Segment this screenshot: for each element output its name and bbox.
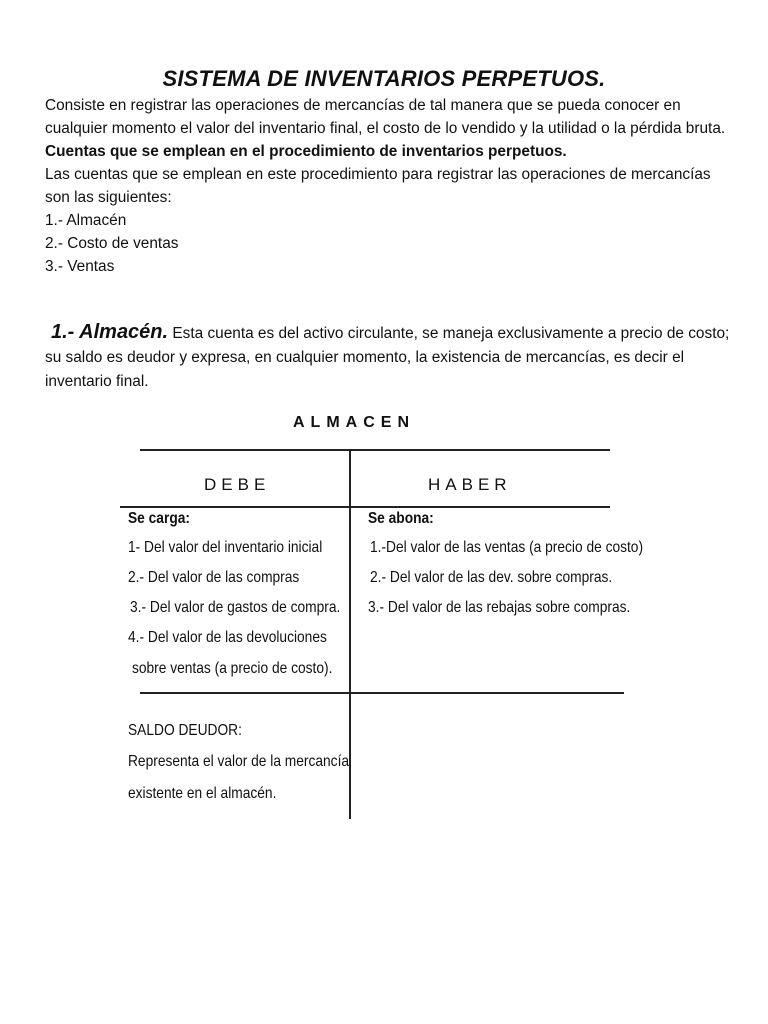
balance-line-1: Representa el valor de la mercancía	[128, 753, 350, 770]
t-account-divider	[349, 449, 351, 819]
credit-item-3: 3.- Del valor de las rebajas sobre compras.	[368, 599, 631, 616]
t-account-top-line	[140, 449, 610, 451]
debit-header: DEBE	[204, 475, 271, 494]
intro-paragraph: Consiste en registrar las operaciones de mercancías de tal manera que se pueda conocer en cualquier momento el valor del inventario final, el costo de lo vendido y la utilidad o la pérdida bruta.	[45, 97, 726, 137]
debit-item-3: 3.- Del valor de gastos de compra.	[130, 599, 341, 616]
credit-header: HABER	[428, 475, 512, 494]
debit-item-1: 1- Del valor del inventario inicial	[128, 539, 323, 556]
credit-item-1: 1.-Del valor de las ventas (a precio de costo)	[370, 539, 644, 556]
accounts-intro: Las cuentas que se emplean en este procedimiento para registrar las operaciones de mercancías son las siguientes:	[45, 166, 711, 206]
debit-item-4: 4.- Del valor de las devoluciones	[128, 629, 327, 646]
accounts-heading: Cuentas que se emplean en el procedimiento de inventarios perpetuos.	[45, 143, 567, 160]
almacen-heading: 1.- Almacén.	[51, 321, 169, 343]
account-item-1: 1.- Almacén	[45, 212, 127, 229]
balance-label: SALDO DEUDOR:	[128, 722, 242, 739]
t-account-header-line	[120, 506, 610, 508]
credit-label: Se abona:	[368, 510, 434, 527]
almacen-section	[45, 320, 735, 394]
t-account-total-line	[140, 692, 624, 694]
balance-line-2: existente en el almacén.	[128, 785, 277, 802]
credit-item-2: 2.- Del valor de las dev. sobre compras.	[370, 569, 613, 586]
account-item-3: 3.- Ventas	[45, 258, 115, 275]
account-item-2: 2.- Costo de ventas	[45, 235, 179, 252]
page-title: SISTEMA DE INVENTARIOS PERPETUOS.	[162, 66, 606, 91]
debit-item-2: 2.- Del valor de las compras	[128, 569, 300, 586]
almacen-description: Esta cuenta es del activo circulante, se maneja exclusivamente a precio de costo; su saldo es deudor y expresa, en cualquier momento, la existencia de mercancías, es decir el inventario final.	[45, 325, 730, 390]
debit-item-5: sobre ventas (a precio de costo).	[132, 660, 333, 677]
debit-label: Se carga:	[128, 510, 190, 527]
intro-block	[45, 94, 735, 278]
t-account-title: ALMACEN	[293, 414, 415, 431]
